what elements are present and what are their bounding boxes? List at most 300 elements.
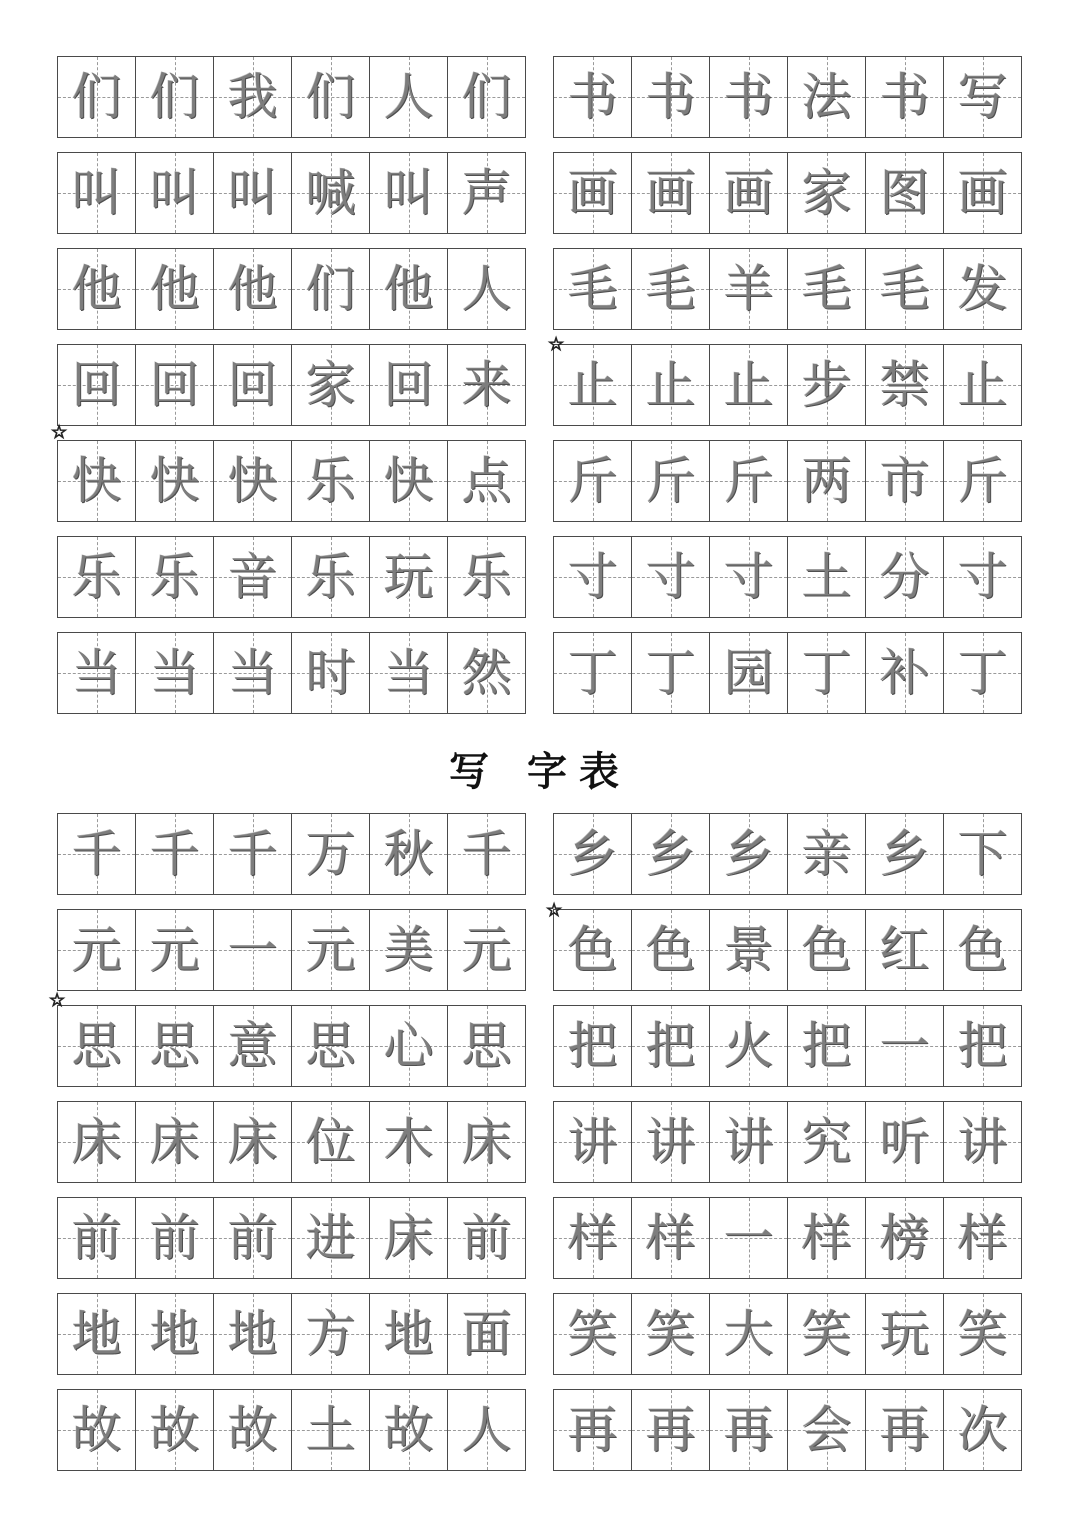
grid-cell [214, 1390, 292, 1470]
grid-cell [788, 814, 866, 894]
grid-cell [554, 57, 632, 137]
grid-row [57, 1197, 526, 1279]
practice-character: 来 [461, 356, 512, 414]
grid-row [553, 632, 1022, 714]
practice-character: 再 [723, 1401, 774, 1459]
grid-cell [370, 345, 448, 425]
practice-character: 两 [801, 452, 852, 510]
practice-character: 乐 [149, 548, 200, 606]
grid-cell [292, 814, 370, 894]
grid-row [553, 1101, 1022, 1183]
practice-character: 样 [567, 1209, 618, 1267]
practice-character: 丁 [567, 644, 618, 702]
grid-cell [944, 814, 1021, 894]
grid-cell [866, 1294, 944, 1374]
practice-character: 大 [723, 1305, 774, 1363]
grid-cell [370, 537, 448, 617]
grid-cell [214, 633, 292, 713]
grid-cell [710, 910, 788, 990]
grid-cell [632, 814, 710, 894]
grid-cell [788, 910, 866, 990]
grid-cell [214, 910, 292, 990]
grid-row [57, 632, 526, 714]
top-right-grid [553, 56, 1022, 714]
grid-cell [710, 1294, 788, 1374]
grid-row [553, 909, 1022, 991]
grid-cell [214, 57, 292, 137]
practice-character: 一 [879, 1017, 930, 1075]
practice-character: 发 [957, 260, 1008, 318]
practice-character: 千 [149, 825, 200, 883]
practice-character: 面 [461, 1305, 512, 1363]
practice-character: 书 [645, 68, 696, 126]
grid-cell [136, 1294, 214, 1374]
grid-cell [944, 345, 1021, 425]
grid-cell [554, 1006, 632, 1086]
practice-character: 亲 [801, 825, 852, 883]
star-icon: ☆ [49, 990, 66, 1011]
grid-cell [136, 1198, 214, 1278]
grid-cell [58, 249, 136, 329]
practice-character: 快 [71, 452, 122, 510]
grid-cell [214, 1294, 292, 1374]
grid-row [57, 1389, 526, 1471]
practice-character: 寸 [645, 548, 696, 606]
practice-character: 书 [723, 68, 774, 126]
grid-cell [944, 1198, 1021, 1278]
practice-character: 景 [723, 921, 774, 979]
practice-character: 讲 [567, 1113, 618, 1171]
grid-cell [632, 1198, 710, 1278]
grid-cell [788, 345, 866, 425]
practice-character: 思 [149, 1017, 200, 1075]
grid-cell [58, 57, 136, 137]
grid-cell [58, 153, 136, 233]
grid-cell [632, 441, 710, 521]
grid-cell [554, 345, 632, 425]
grid-cell [554, 153, 632, 233]
grid-cell [710, 57, 788, 137]
practice-character: 会 [801, 1401, 852, 1459]
grid-cell [710, 633, 788, 713]
grid-cell [866, 345, 944, 425]
grid-row [553, 536, 1022, 618]
practice-character: 样 [645, 1209, 696, 1267]
grid-cell [554, 910, 632, 990]
grid-row [553, 152, 1022, 234]
practice-character: 床 [461, 1113, 512, 1171]
practice-character: 床 [227, 1113, 278, 1171]
practice-character: 听 [879, 1113, 930, 1171]
grid-cell [554, 249, 632, 329]
grid-cell [292, 537, 370, 617]
grid-cell [632, 345, 710, 425]
grid-cell [632, 249, 710, 329]
practice-character: 当 [227, 644, 278, 702]
practice-character: 声 [461, 164, 512, 222]
practice-character: 快 [227, 452, 278, 510]
grid-cell [866, 57, 944, 137]
grid-cell [136, 153, 214, 233]
practice-character: 乐 [461, 548, 512, 606]
grid-cell [554, 633, 632, 713]
grid-cell [866, 1006, 944, 1086]
practice-character: 意 [227, 1017, 278, 1075]
practice-character: 寸 [567, 548, 618, 606]
practice-character: 家 [305, 356, 356, 414]
practice-character: 前 [149, 1209, 200, 1267]
practice-character: 们 [149, 68, 200, 126]
practice-character: 乐 [71, 548, 122, 606]
grid-cell [632, 57, 710, 137]
grid-cell [136, 537, 214, 617]
grid-cell [58, 814, 136, 894]
grid-cell [214, 1102, 292, 1182]
practice-character: 笑 [567, 1305, 618, 1363]
grid-cell [448, 1294, 525, 1374]
practice-character: 快 [149, 452, 200, 510]
grid-cell [370, 633, 448, 713]
grid-cell [632, 910, 710, 990]
practice-character: 们 [305, 260, 356, 318]
grid-cell [866, 1390, 944, 1470]
grid-cell [788, 57, 866, 137]
practice-character: 千 [71, 825, 122, 883]
practice-character: 元 [461, 921, 512, 979]
grid-cell [292, 1198, 370, 1278]
grid-cell [58, 1198, 136, 1278]
practice-character: 美 [383, 921, 434, 979]
grid-cell [710, 537, 788, 617]
grid-cell [136, 814, 214, 894]
grid-cell [788, 441, 866, 521]
grid-cell [136, 249, 214, 329]
practice-character: 木 [383, 1113, 434, 1171]
practice-character: 再 [567, 1401, 618, 1459]
practice-character: 千 [227, 825, 278, 883]
grid-cell [944, 910, 1021, 990]
grid-cell [866, 910, 944, 990]
practice-character: 乐 [305, 548, 356, 606]
grid-row [57, 909, 526, 991]
grid-cell [370, 1198, 448, 1278]
grid-cell [632, 1294, 710, 1374]
grid-cell [944, 1294, 1021, 1374]
practice-character: 土 [305, 1401, 356, 1459]
grid-cell [214, 814, 292, 894]
grid-cell [944, 633, 1021, 713]
practice-character: 丁 [957, 644, 1008, 702]
practice-character: 园 [723, 644, 774, 702]
grid-cell [866, 814, 944, 894]
page-heading: 写 字表 [449, 748, 631, 795]
practice-character: 玩 [879, 1305, 930, 1363]
practice-character: 次 [957, 1401, 1008, 1459]
grid-cell [292, 153, 370, 233]
grid-cell [292, 1102, 370, 1182]
practice-character: 毛 [567, 260, 618, 318]
grid-cell [554, 814, 632, 894]
practice-character: 回 [383, 356, 434, 414]
practice-character: 分 [879, 548, 930, 606]
grid-cell [370, 910, 448, 990]
practice-character: 们 [461, 68, 512, 126]
practice-character: 把 [567, 1017, 618, 1075]
grid-cell [448, 1390, 525, 1470]
grid-cell [632, 537, 710, 617]
practice-character: 色 [567, 921, 618, 979]
grid-cell [710, 1198, 788, 1278]
practice-character: 乐 [305, 452, 356, 510]
grid-row [553, 1005, 1022, 1087]
practice-character: 叫 [227, 164, 278, 222]
practice-character: 他 [149, 260, 200, 318]
practice-character: 当 [149, 644, 200, 702]
grid-cell [448, 633, 525, 713]
practice-character: 元 [71, 921, 122, 979]
grid-cell [448, 1006, 525, 1086]
practice-character: 他 [71, 260, 122, 318]
practice-character: 千 [461, 825, 512, 883]
practice-character: 快 [383, 452, 434, 510]
grid-cell [944, 153, 1021, 233]
star-icon: ☆ [51, 422, 68, 443]
practice-character: 讲 [957, 1113, 1008, 1171]
star-icon: ☆ [546, 900, 563, 921]
practice-character: 床 [383, 1209, 434, 1267]
grid-cell [866, 633, 944, 713]
grid-cell [448, 249, 525, 329]
practice-character: 回 [71, 356, 122, 414]
grid-cell [448, 57, 525, 137]
practice-character: 人 [461, 260, 512, 318]
grid-cell [136, 633, 214, 713]
practice-character: 回 [227, 356, 278, 414]
grid-cell [554, 1294, 632, 1374]
grid-cell [710, 1102, 788, 1182]
practice-character: 乡 [645, 825, 696, 883]
grid-cell [58, 1390, 136, 1470]
grid-cell [448, 814, 525, 894]
grid-row [57, 1293, 526, 1375]
practice-character: 乡 [879, 825, 930, 883]
grid-cell [292, 345, 370, 425]
practice-character: 家 [801, 164, 852, 222]
grid-cell [944, 537, 1021, 617]
practice-character: 讲 [723, 1113, 774, 1171]
practice-character: 补 [879, 644, 930, 702]
practice-character: 当 [383, 644, 434, 702]
practice-character: 止 [723, 356, 774, 414]
grid-cell [292, 57, 370, 137]
bottom-left-grid [57, 813, 526, 1471]
practice-character: 一 [723, 1209, 774, 1267]
practice-character: 故 [383, 1401, 434, 1459]
practice-character: 斤 [723, 452, 774, 510]
grid-cell [866, 1198, 944, 1278]
practice-character: 喊 [305, 164, 356, 222]
practice-character: 叫 [71, 164, 122, 222]
practice-character: 下 [957, 825, 1008, 883]
grid-row [57, 1005, 526, 1087]
grid-cell [632, 153, 710, 233]
grid-row [553, 1293, 1022, 1375]
practice-character: 元 [149, 921, 200, 979]
practice-character: 色 [801, 921, 852, 979]
grid-cell [944, 1102, 1021, 1182]
practice-character: 止 [957, 356, 1008, 414]
grid-cell [632, 1390, 710, 1470]
star-icon: ☆ [548, 334, 565, 355]
grid-row [553, 813, 1022, 895]
grid-cell [944, 441, 1021, 521]
practice-character: 画 [567, 164, 618, 222]
grid-cell [58, 441, 136, 521]
practice-character: 画 [723, 164, 774, 222]
grid-row [57, 248, 526, 330]
grid-cell [632, 1006, 710, 1086]
grid-cell [788, 153, 866, 233]
practice-character: 斤 [957, 452, 1008, 510]
practice-character: 思 [71, 1017, 122, 1075]
grid-cell [788, 1198, 866, 1278]
practice-character: 当 [71, 644, 122, 702]
grid-row [57, 440, 526, 522]
grid-cell [710, 153, 788, 233]
grid-cell [136, 57, 214, 137]
practice-character: 禁 [879, 356, 930, 414]
grid-cell [632, 633, 710, 713]
grid-cell [710, 249, 788, 329]
grid-cell [370, 814, 448, 894]
grid-cell [944, 249, 1021, 329]
grid-cell [554, 1390, 632, 1470]
grid-row [553, 1197, 1022, 1279]
grid-cell [710, 345, 788, 425]
grid-cell [554, 537, 632, 617]
grid-cell [58, 1294, 136, 1374]
grid-cell [370, 1006, 448, 1086]
practice-character: 毛 [879, 260, 930, 318]
practice-character: 位 [305, 1113, 356, 1171]
practice-character: 地 [227, 1305, 278, 1363]
grid-cell [554, 441, 632, 521]
practice-character: 人 [383, 68, 434, 126]
grid-row [57, 536, 526, 618]
grid-cell [788, 633, 866, 713]
practice-character: 进 [305, 1209, 356, 1267]
practice-character: 画 [957, 164, 1008, 222]
grid-cell [292, 633, 370, 713]
practice-character: 秋 [383, 825, 434, 883]
practice-character: 地 [149, 1305, 200, 1363]
practice-character: 思 [305, 1017, 356, 1075]
grid-row [553, 1389, 1022, 1471]
practice-character: 毛 [645, 260, 696, 318]
grid-cell [632, 1102, 710, 1182]
grid-cell [866, 537, 944, 617]
grid-cell [710, 814, 788, 894]
practice-character: 他 [227, 260, 278, 318]
grid-cell [292, 1390, 370, 1470]
practice-character: 斤 [645, 452, 696, 510]
practice-character: 书 [879, 68, 930, 126]
grid-cell [292, 910, 370, 990]
grid-cell [58, 910, 136, 990]
practice-character: 再 [645, 1401, 696, 1459]
practice-character: 然 [461, 644, 512, 702]
grid-cell [370, 1294, 448, 1374]
grid-cell [214, 1006, 292, 1086]
grid-row [57, 1101, 526, 1183]
practice-character: 把 [801, 1017, 852, 1075]
practice-character: 地 [71, 1305, 122, 1363]
grid-row [57, 344, 526, 426]
grid-row [553, 248, 1022, 330]
practice-character: 究 [801, 1113, 852, 1171]
practice-character: 市 [879, 452, 930, 510]
practice-character: 人 [461, 1401, 512, 1459]
practice-character: 点 [461, 452, 512, 510]
practice-character: 火 [723, 1017, 774, 1075]
practice-character: 元 [305, 921, 356, 979]
grid-cell [788, 1294, 866, 1374]
grid-cell [554, 1102, 632, 1182]
bottom-right-grid [553, 813, 1022, 1471]
grid-cell [58, 633, 136, 713]
grid-cell [370, 153, 448, 233]
practice-character: 们 [305, 68, 356, 126]
practice-character: 丁 [645, 644, 696, 702]
practice-character: 土 [801, 548, 852, 606]
practice-character: 色 [645, 921, 696, 979]
grid-cell [214, 1198, 292, 1278]
practice-character: 思 [461, 1017, 512, 1075]
practice-character: 玩 [383, 548, 434, 606]
practice-character: 寸 [723, 548, 774, 606]
grid-row [57, 152, 526, 234]
practice-character: 他 [383, 260, 434, 318]
grid-cell [448, 345, 525, 425]
grid-cell [788, 1006, 866, 1086]
grid-cell [448, 910, 525, 990]
grid-cell [788, 1390, 866, 1470]
grid-cell [214, 345, 292, 425]
practice-character: 方 [305, 1305, 356, 1363]
practice-character: 乡 [723, 825, 774, 883]
grid-cell [448, 441, 525, 521]
practice-character: 步 [801, 356, 852, 414]
grid-row [553, 440, 1022, 522]
practice-character: 样 [801, 1209, 852, 1267]
grid-cell [448, 537, 525, 617]
grid-cell [788, 1102, 866, 1182]
practice-character: 红 [879, 921, 930, 979]
practice-character: 把 [957, 1017, 1008, 1075]
practice-character: 回 [149, 356, 200, 414]
grid-cell [136, 1390, 214, 1470]
grid-row [553, 344, 1022, 426]
grid-cell [710, 441, 788, 521]
grid-cell [866, 441, 944, 521]
grid-cell [214, 153, 292, 233]
practice-character: 法 [801, 68, 852, 126]
grid-cell [710, 1006, 788, 1086]
practice-character: 毛 [801, 260, 852, 318]
practice-character: 叫 [383, 164, 434, 222]
grid-cell [448, 153, 525, 233]
grid-cell [944, 1390, 1021, 1470]
